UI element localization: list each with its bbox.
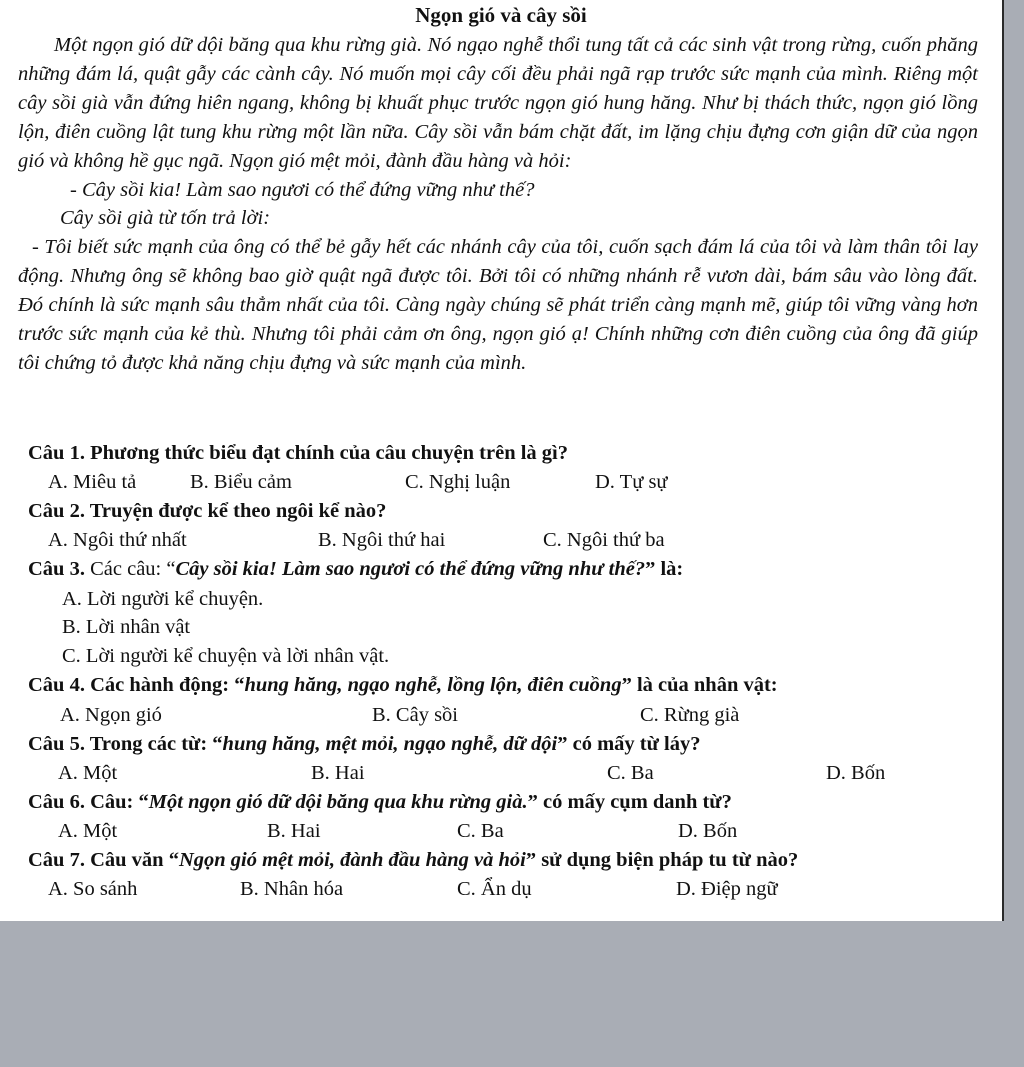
story-paragraph: Một ngọn gió dữ dội băng qua khu rừng già. Nó ngạo nghễ thổi tung tất cả các sinh vật trong rừng, cuốn phăng những đám lá, quật gẫy các cành cây. Nó muốn mọi cây cối đều phải ngã rạp trước sức mạnh của mình. Riêng một cây sồi già vẫn đứng hiên ngang, không bị khuất phục trước ngọn gió hung hăng. Như bị thách thức, ngọn gió lồng lộn, điên cuồng lật tung khu rừng một lần nữa. Cây sồi vẫn bám chặt đất, im lặng chịu đựng cơn giận dữ của ngọn gió và không hề gục ngã. Ngọn gió mệt mỏi, đành đầu hàng và hỏi: (18, 34, 978, 172)
question-5-option-d[interactable]: D. Bốn (826, 762, 886, 784)
question-5-option-c[interactable]: C. Ba (607, 762, 654, 784)
question-1-option-b[interactable]: B. Biểu cảm (190, 471, 292, 493)
question-3-option-c[interactable]: C. Lời người kể chuyện và lời nhân vật. (62, 645, 390, 667)
question-5-option-a[interactable]: A. Một (58, 762, 118, 784)
story-paragraph: Cây sồi già từ tốn trả lời: (60, 207, 271, 230)
question-3-title: Câu 3. Các câu: “Cây sồi kia! Làm sao ngươi có thể đứng vững như thế?” là: (28, 558, 684, 580)
question-7-option-c[interactable]: C. Ẩn dụ (457, 878, 532, 900)
question-4-title: Câu 4. Các hành động: “hung hăng, ngạo nghễ, lồng lộn, điên cuồng” là của nhân vật: (28, 674, 778, 696)
question-1-option-a[interactable]: A. Miêu tả (48, 471, 137, 493)
question-2-option-c[interactable]: C. Ngôi thứ ba (543, 529, 665, 551)
question-7-option-b[interactable]: B. Nhân hóa (240, 878, 344, 900)
question-7-option-d[interactable]: D. Điệp ngữ (676, 878, 778, 900)
question-4-option-c[interactable]: C. Rừng già (640, 704, 740, 726)
viewer-background (0, 921, 1024, 1067)
story-dialogue: - Tôi biết sức mạnh của ông có thể bẻ gẫy hết các nhánh cây của tôi, cuốn sạch đám lá của tôi và làm thân tôi lay động. Nhưng ông sẽ không bao giờ quật ngã được tôi. Bởi tôi có những nhánh rễ vươn dài, bám sâu vào lòng đất. Đó chính là sức mạnh sâu thẳm nhất của tôi. Càng ngày chúng sẽ phát triển càng mạnh mẽ, giúp tôi vững vàng hơn trước sức mạnh của kẻ thù. Nhưng tôi phải cảm ơn ông, ngọn gió ạ! Chính những cơn điên cuồng của ông đã giúp tôi chứng tỏ được khả năng chịu đựng và sức mạnh của mình. (18, 236, 978, 374)
story-dialogue: - Cây sồi kia! Làm sao ngươi có thể đứng vững như thế? (70, 178, 535, 201)
story-title: Ngọn gió và cây sồi (415, 3, 587, 27)
question-6-option-c[interactable]: C. Ba (457, 820, 504, 842)
question-2-title: Câu 2. Truyện được kể theo ngôi kể nào? (28, 500, 387, 522)
question-1-title: Câu 1. Phương thức biểu đạt chính của câu chuyện trên là gì? (28, 442, 568, 464)
question-3-option-a[interactable]: A. Lời người kể chuyện. (62, 588, 264, 610)
question-6-option-d[interactable]: D. Bốn (678, 820, 738, 842)
question-4-option-b[interactable]: B. Cây sồi (372, 704, 458, 726)
question-4-option-a[interactable]: A. Ngọn gió (60, 704, 162, 726)
question-2-option-a[interactable]: A. Ngôi thứ nhất (48, 529, 187, 551)
question-6-option-a[interactable]: A. Một (58, 820, 118, 842)
question-3-option-b[interactable]: B. Lời nhân vật (62, 616, 191, 638)
question-5-option-b[interactable]: B. Hai (311, 762, 365, 784)
question-7-option-a[interactable]: A. So sánh (48, 878, 138, 900)
question-7-title: Câu 7. Câu văn “Ngọn gió mệt mỏi, đành đầu hàng và hỏi” sử dụng biện pháp tu từ nào? (28, 849, 799, 871)
question-1-option-d[interactable]: D. Tự sự (595, 471, 668, 493)
question-1-option-c[interactable]: C. Nghị luận (405, 471, 511, 493)
question-6-title: Câu 6. Câu: “Một ngọn gió dữ dội băng qua khu rừng già.” có mấy cụm danh từ? (28, 791, 732, 813)
question-6-option-b[interactable]: B. Hai (267, 820, 321, 842)
story-text (18, 31, 978, 378)
question-5-title: Câu 5. Trong các từ: “hung hăng, mệt mỏi, ngạo nghễ, dữ dội” có mấy từ láy? (28, 733, 701, 755)
question-2-option-b[interactable]: B. Ngôi thứ hai (318, 529, 446, 551)
